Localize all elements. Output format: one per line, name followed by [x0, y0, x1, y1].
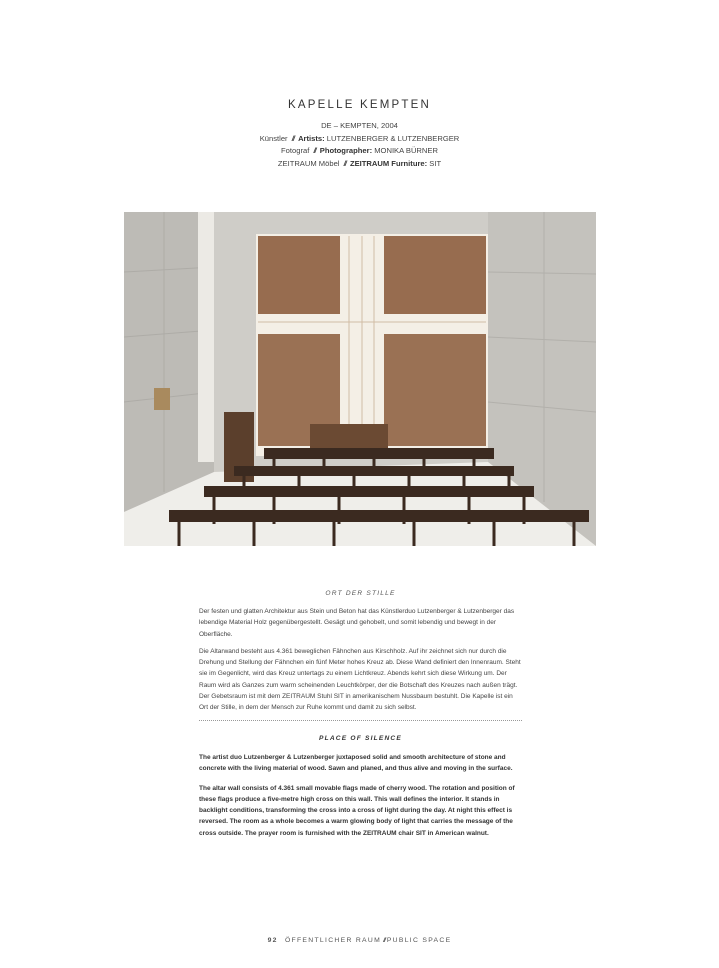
photo-label-de: Fotograf: [281, 146, 310, 155]
furniture-label-en: ZEITRAUM Furniture:: [349, 158, 428, 168]
photo-label-en: Photographer:: [319, 146, 373, 155]
page-footer: [0, 937, 719, 944]
separator: //: [383, 937, 385, 944]
separator: //: [291, 133, 294, 143]
footer-section-en: PUBLIC SPACE: [386, 937, 452, 944]
artist-label-de: Künstler: [259, 133, 288, 143]
artist-label-en: Artists:: [298, 133, 325, 143]
english-text: [199, 752, 522, 847]
artist-value: LUTZENBERGER & LUTZENBERGER: [326, 133, 460, 143]
project-location: DE – KEMPTEN, 2004: [321, 121, 398, 130]
page-header: [0, 99, 719, 170]
german-heading: ORT DER STILLE: [325, 590, 396, 597]
dotted-divider: [199, 720, 522, 721]
english-heading: PLACE OF SILENCE: [319, 735, 402, 742]
furniture-credit: [0, 158, 719, 171]
photo-value: MONIKA BÜRNER: [374, 146, 438, 155]
page-number: 92: [267, 937, 278, 944]
english-paragraph: The altar wall consists of 4.361 small movable flags made of cherry wood. The rotation and position of these flags produce a five-metre high cross on this wall. This wall defines the interior. It stands in backlight conditions, transforming the cross into a cross of light during the day. At night this effect is reversed. The room as a whole becomes a warm glowing body of light that carries the message of the cross outside. The prayer room is furnished with the ZEITRAUM chair SIT in American walnut.: [199, 784, 515, 837]
artist-credit: [0, 133, 719, 146]
german-paragraph: Die Altarwand besteht aus 4.361 beweglichen Fähnchen aus Kirschholz. Auf ihr zeichnet sich nur durch die Drehung und Stellung der Fähnchen ein fünf Meter hohes Kreuz ab. Diese Wand definiert den Innenraum. Steht sie im Gegenlicht, wird das Kreuz untertags zu einem Lichtkreuz. Abends kehrt sich diese Wirkung um. Der Raum wird als Ganzes zum warm scheinenden Leuchtkörper, der die Botschaft des Kreuzes nach außen trägt. Der Gebetsraum ist mit dem ZEITRAUM Stuhl SIT in amerikanischem Nussbaum bestuhlt. Die Kapelle ist ein Ort der Stille, in dem der Mensch zur Ruhe kommt und damit zu sich selbst.: [199, 647, 521, 712]
page-title: KAPELLE KEMPTEN: [288, 99, 431, 111]
furniture-label-de: ZEITRAUM Möbel: [277, 158, 340, 168]
separator: //: [343, 158, 346, 168]
footer-section-de: ÖFFENTLICHER RAUM: [284, 937, 382, 944]
english-paragraph: The artist duo Lutzenberger & Lutzenberger juxtaposed solid and smooth architecture of stone and concrete with the living material of wood. Sawn and planed, and thus alive and moving in the surface.: [199, 754, 513, 773]
chapel-interior-photo: [124, 212, 596, 546]
photographer-credit: [0, 145, 719, 158]
separator: //: [313, 146, 316, 155]
furniture-value: SIT: [429, 158, 442, 168]
german-paragraph: Der festen und glatten Architektur aus Stein und Beton hat das Künstlerduo Lutzenberger & Lutzenberger das lebendige Material Holz gegenübergestellt. Gesägt und gehobelt, und somit lebendig und bewegt in der Oberfläche.: [199, 608, 515, 638]
german-text: [199, 606, 522, 720]
